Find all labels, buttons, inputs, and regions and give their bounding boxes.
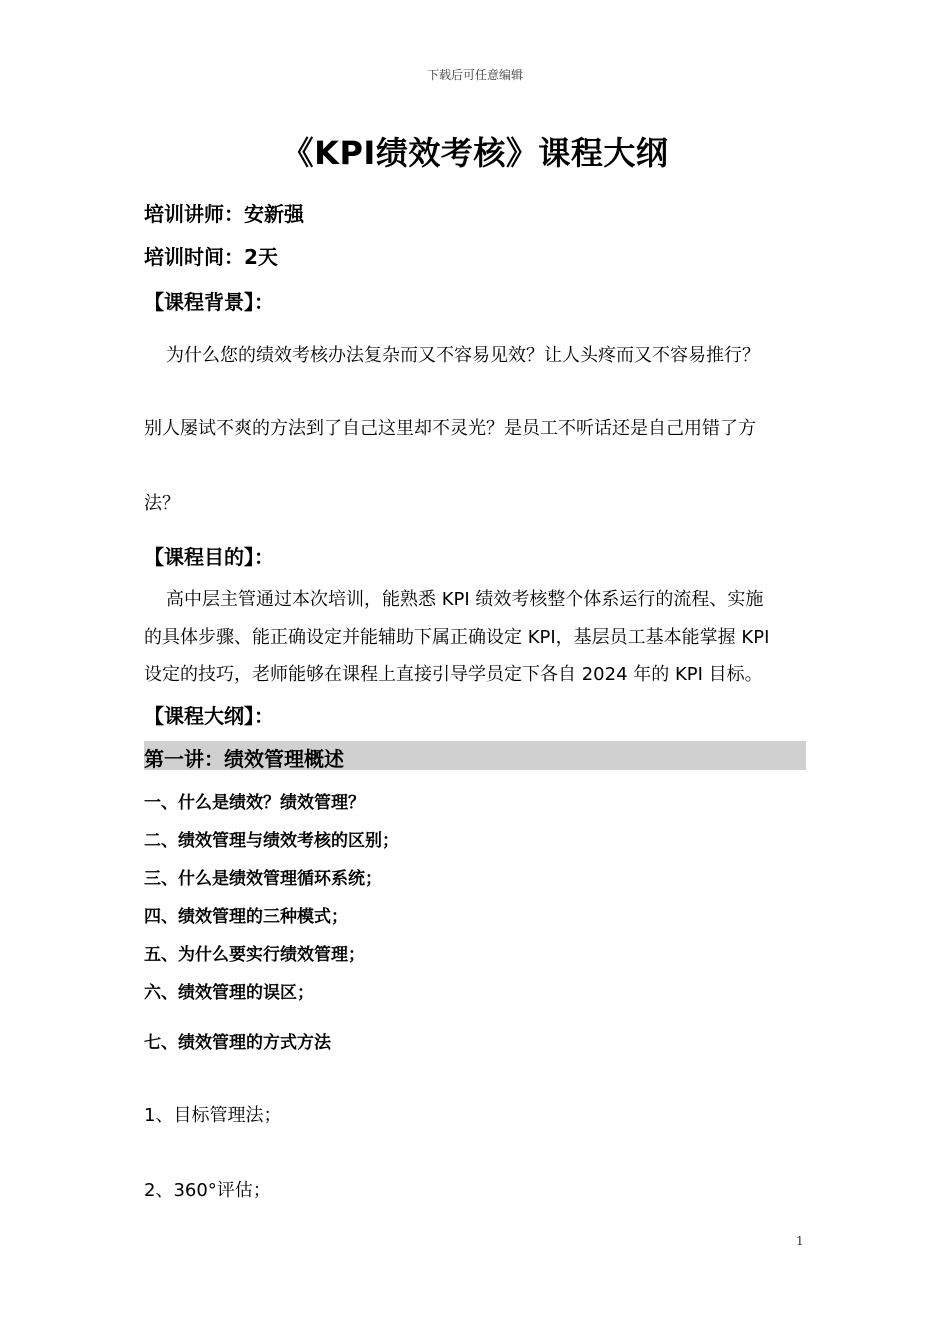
sub-item: 2、360°评估； [144, 1180, 271, 1201]
header-note: 下载后可任意编辑 [426, 68, 523, 82]
outline-item: 一、什么是绩效？绩效管理？ [144, 793, 365, 813]
sub-item: 1、目标管理法； [144, 1105, 282, 1126]
objective-line: 的具体步骤、能正确设定并能辅助下属正确设定 KPI，基层员工基本能掌握 KPI [144, 627, 770, 648]
page-number: 1 [796, 1234, 804, 1248]
background-line: 别人屡试不爽的方法到了自己这里却不灵光？是员工不听话还是自己用错了方 [144, 418, 756, 439]
objective-heading: 【课程目的】： [144, 545, 274, 569]
trainer-line: 培训讲师：安新强 [144, 202, 304, 226]
outline-item: 三、什么是绩效管理循环系统； [144, 869, 382, 889]
background-line: 为什么您的绩效考核办法复杂而又不容易见效？让人头疼而又不容易推行？ [166, 345, 760, 366]
lecture-title: 第一讲：绩效管理概述 [144, 747, 344, 771]
outline-heading: 【课程大纲】： [144, 704, 274, 728]
duration-line: 培训时间：2天 [144, 245, 278, 269]
objective-line: 高中层主管通过本次培训，能熟悉 KPI 绩效考核整个体系运行的流程、实施 [166, 589, 764, 610]
background-heading: 【课程背景】： [144, 290, 274, 314]
outline-item: 二、绩效管理与绩效考核的区别； [144, 831, 399, 851]
objective-line: 设定的技巧，老师能够在课程上直接引导学员定下各自 2024 年的 KPI 目标。 [144, 664, 763, 685]
background-line: 法？ [144, 493, 180, 514]
outline-item: 六、绩效管理的误区； [144, 983, 314, 1003]
outline-item: 四、绩效管理的三种模式； [144, 907, 348, 927]
document-title: 《KPI绩效考核》课程大纲 [281, 134, 669, 172]
outline-item: 七、绩效管理的方式方法 [144, 1033, 331, 1053]
outline-item: 五、为什么要实行绩效管理； [144, 945, 365, 965]
